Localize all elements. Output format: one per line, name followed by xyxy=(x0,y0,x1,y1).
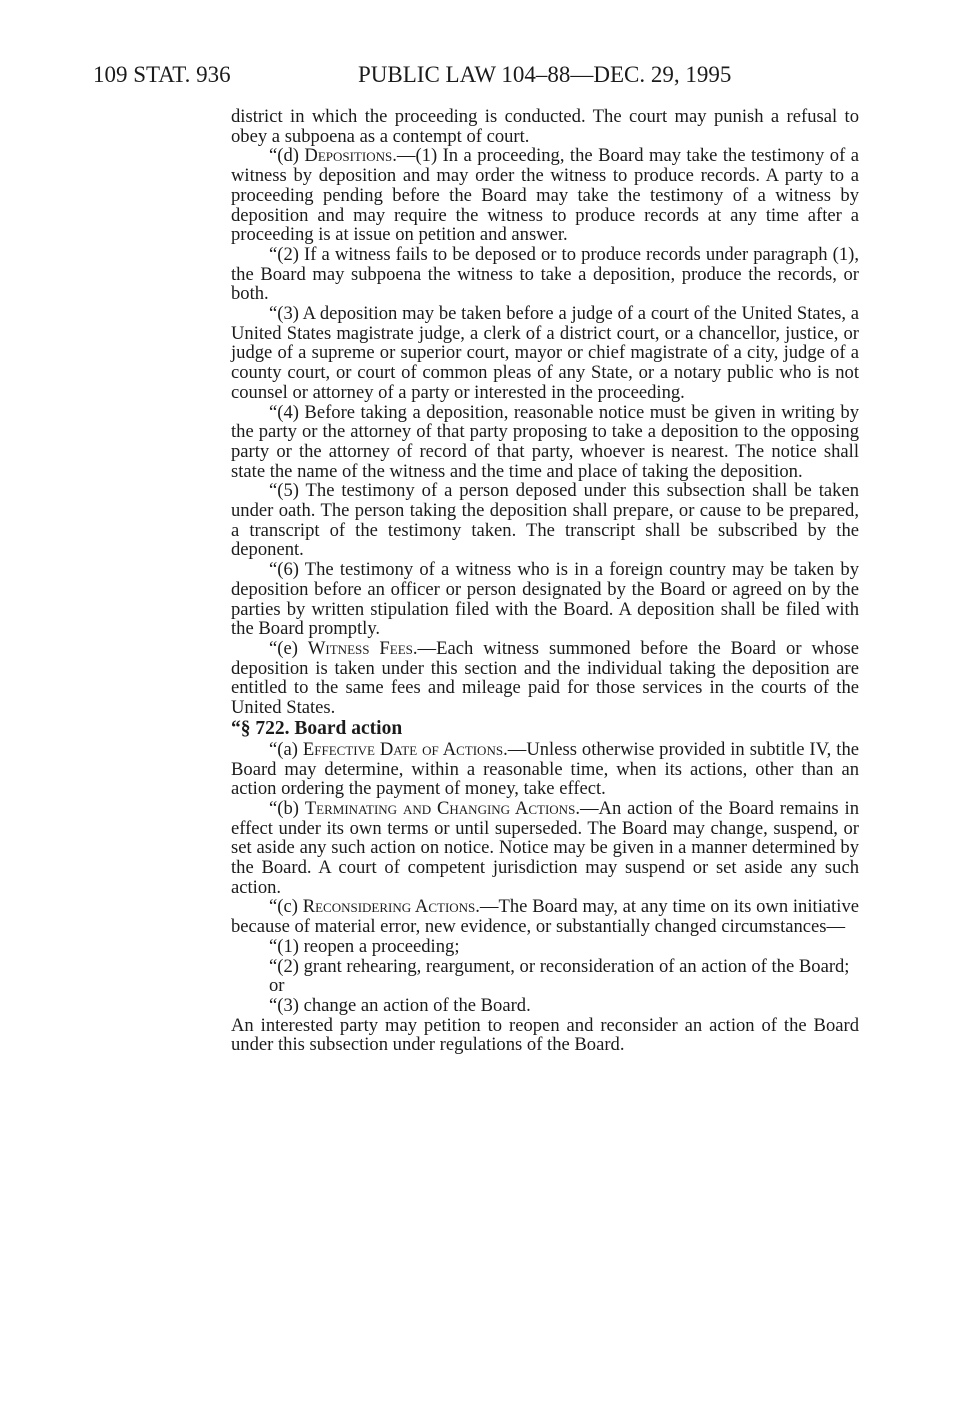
body-text xyxy=(231,107,859,1055)
subsection-d-heading: Depositions xyxy=(304,145,393,167)
paragraph-d3: “(3) A deposition may be taken before a judge of a court of the United States, a United States magistrate judge, a clerk of a district court, or a chancellor, justice, or judge of a supreme or superior court, mayor or chief magistrate of a city, judge of a county court, or court of common pleas of any State, or a notary public who is not counsel or attorney of a party or interested in the proceeding. xyxy=(231,303,859,403)
running-head xyxy=(93,60,893,90)
paragraph-continuation: district in which the proceeding is conducted. The court may punish a refusal to obey a subpoena as a contempt of court. xyxy=(231,106,859,147)
paragraph-d6: “(6) The testimony of a witness who is in a foreign country may be taken by deposition before an officer or person designated by the Board or agreed on by the parties by written stipulation filed with the Board. A deposition shall be filed with the Board promptly. xyxy=(231,559,859,640)
subsection-c: “(c) Reconsidering Actions.—The Board may, at any time on its own initiative because of material error, new evidence, or substantially changed circumstances— xyxy=(231,896,859,938)
statute-page-reference: 109 STAT. 936 xyxy=(93,62,231,87)
subsection-b-heading: Terminating and Changing Actions xyxy=(304,797,576,819)
subsection-a-heading: Effective Date of Actions xyxy=(302,738,504,760)
closing-paragraph: An interested party may petition to reopen and reconsider an action of the Board under this subsection under regulations of the Board. xyxy=(231,1014,859,1056)
paragraph-d2: “(2) If a witness fails to be deposed or to produce records under paragraph (1), the Board may subpoena the witness to take a deposition, produce the records, or both. xyxy=(231,243,859,305)
subsection-e: “(e) Witness Fees.—Each witness summoned before the Board or whose deposition is taken under this section and the individual taking the deposition are entitled to the same fees and mileage paid for those services in the courts of the United States. xyxy=(231,637,860,719)
public-law-reference: PUBLIC LAW 104–88—DEC. 29, 1995 xyxy=(358,62,732,87)
paragraph-d4: “(4) Before taking a deposition, reasonable notice must be given in writing by the party or the attorney of that party proposing to take a deposition to the opposing party or the attorney of record of that party, whoever is nearest. The notice shall state the name of the witness and the time and place of taking the deposition. xyxy=(231,401,859,482)
paragraph-d5: “(5) The testimony of a person deposed under this subsection shall be taken under oath. The person taking the deposition shall prepare, or cause to be prepared, a transcript of the testimony taken. The transcript shall be subscribed by the deponent. xyxy=(231,480,859,561)
subsection-e-heading: Witness Fees xyxy=(307,637,413,659)
paragraph-c2: “(2) grant rehearing, reargument, or reconsideration of an action of the Board; or xyxy=(269,955,850,997)
subsection-d: “(d) Depositions.—(1) In a proceeding, the Board may take the testimony of a witness by deposition and may order the witness to produce records. A party to a proceeding pending before the Board may take the testimony of a witness by deposition and may require the witness to produce records at any time after a proceeding is at issue on petition and answer. xyxy=(231,145,859,246)
subsection-c-heading: Reconsidering Actions xyxy=(302,896,476,918)
subsection-a: “(a) Effective Date of Actions.—Unless otherwise provided in subtitle IV, the Board may determine, within a reasonable time, when its actions, other than an action ordering the payment of money, take effect. xyxy=(231,738,859,800)
subsection-b: “(b) Terminating and Changing Actions.—An action of the Board remains in effect under its own terms or until superseded. The Board may change, suspend, or set aside any such action on notice. Notice may be given in a manner determined by the Board. A court of competent jurisdiction may suspend or set aside any such action. xyxy=(231,797,859,898)
paragraph-c3: “(3) change an action of the Board. xyxy=(269,994,531,1016)
section-heading: “§ 722. Board action xyxy=(231,717,403,739)
paragraph-c1: “(1) reopen a proceeding; xyxy=(269,935,460,957)
